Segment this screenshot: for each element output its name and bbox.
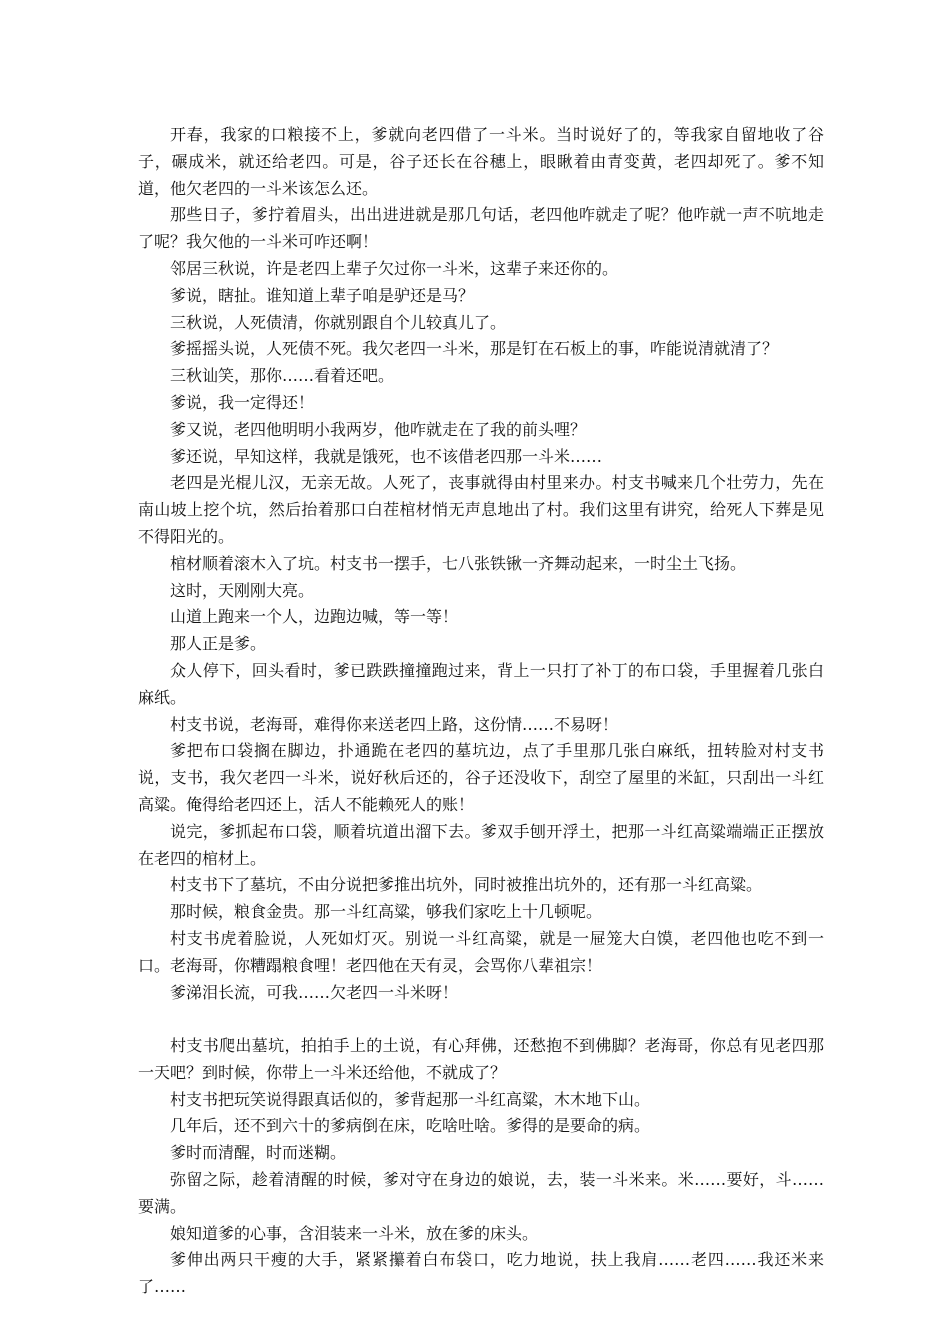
paragraph: 这时，天刚刚大亮。 [170, 580, 315, 600]
paragraph: 山道上跑来一个人，边跑边喊，等一等！ [170, 607, 459, 627]
paragraph: 那时候，粮食金贵。那一斗红高粱，够我们家吃上十几顿呢。 [170, 902, 603, 922]
paragraph: 老四是光棍儿汉，无亲无故。人死了，丧事就得由村里来办。村支书喊来几个壮劳力，先在南山坡上挖个坑，然后抬着那口白茬棺材悄无声息地出了村。我们这里有讲究，给死人下葬是见不得阳光的。 [138, 473, 824, 546]
paragraph: 说完，爹抓起布口袋，顺着坑道出溜下去。爹双手刨开浮土，把那一斗红高粱端端正正摆放在老四的棺材上。 [138, 821, 824, 868]
paragraph: 爹说，我一定得还！ [170, 392, 315, 412]
paragraph: 爹时而清醒，时而迷糊。 [170, 1143, 347, 1163]
paragraph: 爹还说，早知这样，我就是饿死，也不该借老四那一斗米…… [170, 446, 603, 466]
paragraph: 娘知道爹的心事，含泪装来一斗米，放在爹的床头。 [170, 1223, 539, 1243]
article-body [138, 122, 824, 1301]
paragraph: 那些日子，爹拧着眉头，出出进进就是那几句话，老四他咋就走了呢？他咋就一声不吭地走了呢？我欠他的一斗米可咋还啊！ [138, 205, 824, 252]
paragraph: 棺材顺着滚木入了坑。村支书一摆手，七八张铁锹一齐舞动起来，一时尘土飞扬。 [170, 553, 747, 573]
paragraph: 爹涕泪长流，可我……欠老四一斗米呀！ [170, 982, 459, 1002]
paragraph: 开春，我家的口粮接不上，爹就向老四借了一斗米。当时说好了的，等我家自留地收了谷子，碾成米，就还给老四。可是，谷子还长在谷穗上，眼瞅着由青变黄，老四却死了。爹不知道，他欠老四的一斗米该怎么还。 [138, 125, 824, 198]
paragraph: 邻居三秋说，许是老四上辈子欠过你一斗米，这辈子来还你的。 [170, 258, 619, 278]
paragraph: 爹伸出两只干瘦的大手，紧紧攥着白布袋口，吃力地说，扶上我肩……老四……我还米来了…… [138, 1250, 824, 1297]
paragraph: 那人正是爹。 [170, 634, 267, 654]
paragraph: 几年后，还不到六十的爹病倒在床，吃啥吐啥。爹得的是要命的病。 [170, 1116, 651, 1136]
paragraph: 爹摇摇头说，人死债不死。我欠老四一斗米，那是钉在石板上的事，咋能说清就清了？ [170, 339, 779, 359]
paragraph: 爹把布口袋搁在脚边，扑通跪在老四的墓坑边，点了手里那几张白麻纸，扭转脸对村支书说，支书，我欠老四一斗米，说好秋后还的，谷子还没收下，刮空了屋里的米缸，只刮出一斗红高粱。俺得给老四还上，活人不能赖死人的账！ [138, 741, 824, 814]
paragraph: 村支书把玩笑说得跟真话似的，爹背起那一斗红高粱，木木地下山。 [170, 1089, 651, 1109]
paragraph: 爹又说，老四他明明小我两岁，他咋就走在了我的前头哩？ [170, 419, 587, 439]
paragraph: 村支书爬出墓坑，拍拍手上的土说，有心拜佛，还愁抱不到佛脚？老海哥，你总有见老四那一天吧？到时候，你带上一斗米还给他，不就成了？ [138, 1036, 824, 1082]
paragraph: 村支书说，老海哥，难得你来送老四上路，这份情……不易呀！ [170, 714, 619, 734]
paragraph: 弥留之际，趁着清醒的时候，爹对守在身边的娘说，去，装一斗米来。米……要好，斗……要满。 [138, 1170, 824, 1216]
paragraph: 村支书虎着脸说，人死如灯灭。别说一斗红高粱，就是一屉笼大白馍，老四他也吃不到一口。老海哥，你糟蹋粮食哩！老四他在天有灵，会骂你八辈祖宗！ [138, 928, 824, 975]
paragraph: 众人停下，回头看时，爹已跌跌撞撞跑过来，背上一只打了补丁的布口袋，手里握着几张白麻纸。 [138, 660, 824, 707]
paragraph: 三秋说，人死债清，你就别跟自个儿较真儿了。 [170, 312, 507, 332]
paragraph: 爹说，瞎扯。谁知道上辈子咱是驴还是马？ [170, 285, 475, 305]
paragraph: 三秋讪笑，那你……看着还吧。 [170, 366, 395, 386]
section-break [138, 1006, 824, 1033]
paragraph: 村支书下了墓坑，不由分说把爹推出坑外，同时被推出坑外的，还有那一斗红高粱。 [170, 875, 763, 895]
